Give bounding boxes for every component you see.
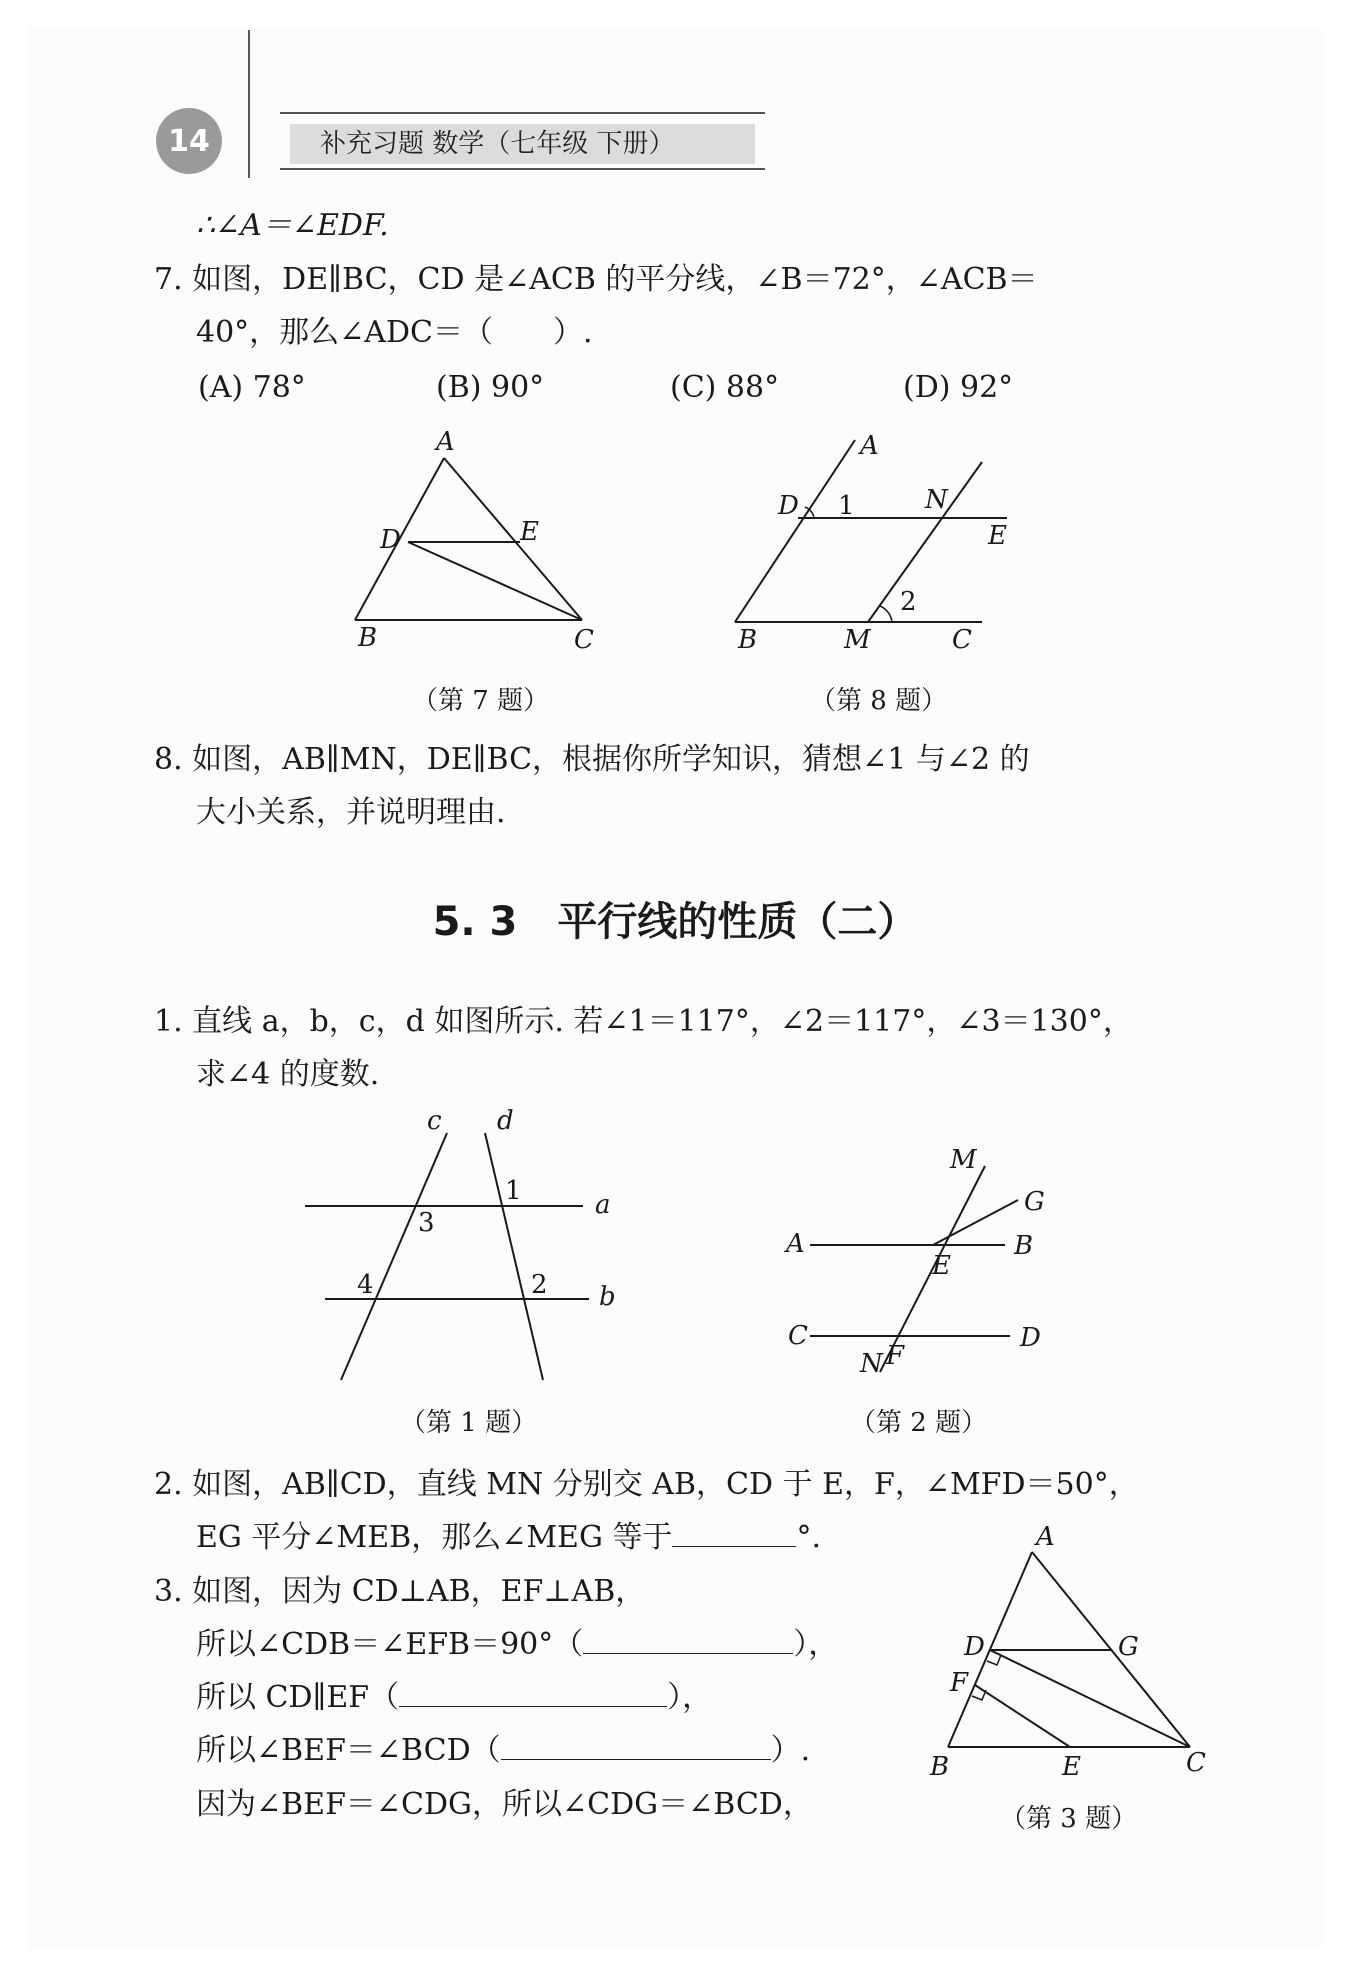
q7-text-line1: 7. 如图，DE∥BC，CD 是∠ACB 的平分线，∠B＝72°，∠ACB＝ bbox=[154, 262, 1038, 297]
fig3-right-angle-d bbox=[987, 1655, 1001, 1665]
s2-text-line2 bbox=[196, 1518, 821, 1558]
fig3-label-b: B bbox=[930, 1752, 950, 1782]
s3-text-line4b: ）. bbox=[770, 1733, 811, 1768]
caption-fig8: （第 8 题） bbox=[810, 686, 948, 716]
q7-option-c: (C) 88° bbox=[670, 370, 780, 405]
fig2-label-e: E bbox=[932, 1251, 951, 1281]
s3-text-line3 bbox=[196, 1678, 712, 1718]
fig1-line-c bbox=[341, 1133, 447, 1380]
fig8-label-1: 1 bbox=[838, 491, 855, 521]
q8-text-line2: 大小关系，并说明理由. bbox=[196, 795, 506, 830]
header-divider-vertical bbox=[248, 30, 250, 178]
fig7-label-a: A bbox=[436, 427, 455, 457]
fig3-label-f: F bbox=[950, 1668, 969, 1698]
figure-s3 bbox=[920, 1515, 1220, 1795]
q7-option-d: (D) 92° bbox=[903, 370, 1014, 405]
fig7-segment-dc bbox=[408, 542, 582, 620]
s3-text-line2 bbox=[196, 1625, 838, 1665]
s1-text-line1: 1. 直线 a，b，c，d 如图所示. 若∠1＝117°，∠2＝117°，∠3＝130°， bbox=[154, 1004, 1133, 1039]
figure-s1 bbox=[305, 1105, 635, 1395]
fig2-label-n: N bbox=[860, 1349, 883, 1379]
fig1-label-d: d bbox=[497, 1106, 514, 1136]
fig1-label-2: 2 bbox=[531, 1270, 548, 1300]
fig8-label-e: E bbox=[988, 521, 1007, 551]
fig2-ray-eg bbox=[933, 1200, 1018, 1245]
fig2-label-b: B bbox=[1014, 1231, 1034, 1261]
fig3-label-d: D bbox=[964, 1632, 985, 1662]
q7-text-line2: 40°，那么∠ADC＝（ ）. bbox=[196, 315, 593, 350]
s3-text-line3b: ）， bbox=[667, 1680, 713, 1715]
fig3-segment-fe bbox=[975, 1685, 1070, 1747]
q7-option-a: (A) 78° bbox=[198, 370, 306, 405]
fig3-segment-dc bbox=[990, 1650, 1190, 1747]
fig8-label-m: M bbox=[844, 625, 871, 655]
caption-fig7: （第 7 题） bbox=[412, 686, 550, 716]
fig8-label-a: A bbox=[860, 431, 879, 461]
s3-text-line4 bbox=[196, 1731, 810, 1771]
q8-text-line1: 8. 如图，AB∥MN，DE∥BC，根据你所学知识，猜想∠1 与∠2 的 bbox=[154, 742, 1030, 777]
s3-text-line2b: ）， bbox=[793, 1627, 839, 1662]
answer-blank-reason3[interactable] bbox=[501, 1731, 771, 1760]
s3-text-line2a: 所以∠CDB＝∠EFB＝90°（ bbox=[196, 1627, 584, 1662]
answer-blank-reason1[interactable] bbox=[583, 1625, 793, 1654]
s1-text-line2: 求∠4 的度数. bbox=[196, 1057, 380, 1092]
fig3-label-c: C bbox=[1186, 1748, 1206, 1778]
s3-text-line1: 3. 如图，因为 CD⊥AB，EF⊥AB， bbox=[154, 1574, 646, 1609]
fig1-label-c: c bbox=[427, 1106, 442, 1136]
fig1-label-a: a bbox=[595, 1190, 611, 1220]
figure-q8 bbox=[720, 430, 1040, 660]
caption-fig1: （第 1 题） bbox=[400, 1408, 538, 1438]
figure-s2 bbox=[780, 1140, 1060, 1390]
conclusion-line: ∴∠A＝∠EDF. bbox=[196, 208, 389, 243]
fig1-label-1: 1 bbox=[505, 1176, 522, 1206]
fig7-side-ac bbox=[444, 458, 582, 620]
fig8-angle2-arc bbox=[880, 606, 892, 622]
figure-q7 bbox=[340, 420, 620, 660]
fig3-label-a: A bbox=[1036, 1522, 1055, 1552]
fig7-label-e: E bbox=[520, 517, 539, 547]
fig2-label-d: D bbox=[1020, 1323, 1041, 1353]
page-number-badge: 14 bbox=[156, 108, 222, 174]
section-title: 5. 3 平行线的性质（二） bbox=[432, 899, 918, 945]
fig7-label-d: D bbox=[380, 525, 401, 555]
fig2-label-c: C bbox=[788, 1321, 808, 1351]
fig2-label-g: G bbox=[1024, 1187, 1045, 1217]
fig1-label-4: 4 bbox=[357, 1270, 374, 1300]
fig8-label-c: C bbox=[952, 625, 972, 655]
s2-text-line2b: °. bbox=[796, 1520, 822, 1555]
fig1-label-3: 3 bbox=[418, 1208, 435, 1238]
fig1-label-b: b bbox=[599, 1282, 616, 1312]
answer-blank-reason2[interactable] bbox=[399, 1678, 667, 1707]
s2-text-line1: 2. 如图，AB∥CD，直线 MN 分别交 AB，CD 于 E，F，∠MFD＝50°， bbox=[154, 1467, 1139, 1502]
fig7-label-b: B bbox=[358, 623, 378, 653]
fig8-label-b: B bbox=[738, 625, 758, 655]
s3-text-line3a: 所以 CD∥EF（ bbox=[196, 1680, 400, 1715]
fig3-label-g: G bbox=[1118, 1632, 1139, 1662]
fig2-label-a: A bbox=[786, 1229, 805, 1259]
fig8-label-d: D bbox=[778, 491, 799, 521]
caption-fig2: （第 2 题） bbox=[850, 1408, 988, 1438]
header-rule-bottom bbox=[280, 168, 765, 170]
header-rule-top bbox=[280, 112, 765, 114]
s3-text-line4a: 所以∠BEF＝∠BCD（ bbox=[196, 1733, 501, 1768]
fig7-label-c: C bbox=[574, 625, 594, 655]
fig3-label-e: E bbox=[1062, 1752, 1081, 1782]
caption-fig3: （第 3 题） bbox=[1000, 1804, 1138, 1834]
fig1-line-d bbox=[485, 1133, 543, 1380]
book-title: 补充习题 数学（七年级 下册） bbox=[290, 124, 755, 164]
fig8-label-2: 2 bbox=[900, 587, 917, 617]
answer-blank-meg[interactable] bbox=[672, 1518, 796, 1547]
s2-text-line2a: EG 平分∠MEB，那么∠MEG 等于 bbox=[196, 1520, 673, 1555]
fig8-line-ab bbox=[735, 440, 855, 622]
s3-text-line5: 因为∠BEF＝∠CDG，所以∠CDG＝∠BCD， bbox=[196, 1787, 813, 1822]
fig2-label-m: M bbox=[950, 1145, 977, 1175]
q7-option-b: (B) 90° bbox=[436, 370, 545, 405]
fig2-label-f: F bbox=[886, 1341, 905, 1371]
fig8-label-n: N bbox=[925, 485, 948, 515]
